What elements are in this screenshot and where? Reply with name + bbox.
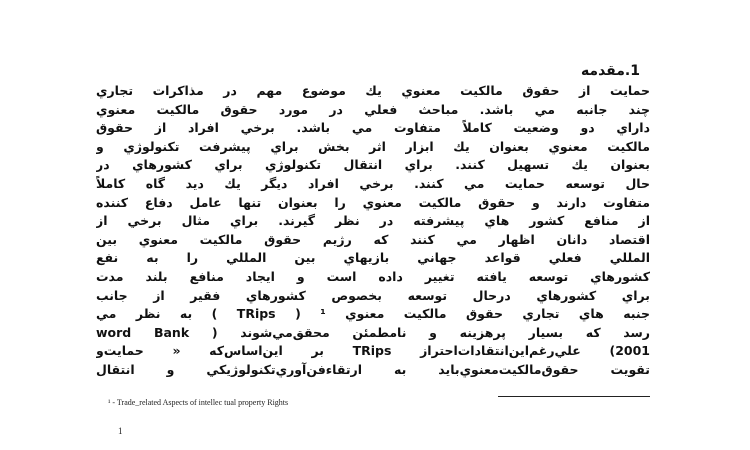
body-line: جنبه هاي تجاري حقوق مالكيت معنوي ¹ ( TRips ) به نظر مي [96,306,650,322]
body-line: حال توسعه حمايت مي كنند. برخي افراد ديگر يك ديد گاه كاملاً [96,176,650,191]
body-line: براي كشورهاي درحال توسعه بخصوص كشورهاي فقير از جانب [96,287,650,303]
body-line: مالكيت معنوي بعنوان يك ابزار اثر بخش براي پيشرفت تكنولوژي و [96,138,650,154]
body-line: كشورهاي توسعه يافته تغيير داده است و ايجاد منافع بلند مدت [96,269,650,284]
body-line: چند جانبه مي باشد. مباحث فعلي در مورد حقوق مالكيت معنوي [96,101,650,117]
footnote: ¹ - Trade_related Aspects of intellec tual property Rights [108,398,289,407]
page-number: 1 [118,426,123,436]
body-line: از منافع كشور هاي پيشرفته در نظر گيرند. براي مثال برخي از [96,213,650,229]
section-heading: 1.مقدمه [580,63,640,79]
body-line: متفاوت دارند و حقوق مالكيت معنوي را بعنوان تنها عامل دفاع كننده [96,194,650,210]
body-line: تقويت حقوق‌مالكيت‌معنوي‌بايد به ارتقاءفن‌آوري‌تكنولوژيكي و انتقال [96,362,650,377]
body-line: 2001) علي‌رغم‌اين‌انتقادات‌احتراز TRips بر اين‌اساس‌كه « حمايت‌و [96,343,650,359]
footnote-separator [498,396,650,397]
body-line: داراي دو وضعيت كاملاً متفاوت مي باشد. برخي افراد از حقوق [96,120,650,136]
body-line: بعنوان يك تسهيل كنند. براي انتقال تكنولوژي براي كشورهاي در [96,157,650,173]
body-line: رسد كه بسيار پرهزينه و نامطمئن محقق‌مي‌شوند ( word Bank [96,324,650,340]
body-line: حمايت از حقوق مالكيت معنوي يك موضوع مهم در مذاكرات تجاري [96,83,650,98]
body-line: اقتصاد دانان اظهار مي كنند كه رژيم حقوق مالكيت معنوي بين [96,231,650,247]
body-line: المللي فعلي قواعد جهاني بازيهاي بين المللي را به نفع [96,250,650,266]
